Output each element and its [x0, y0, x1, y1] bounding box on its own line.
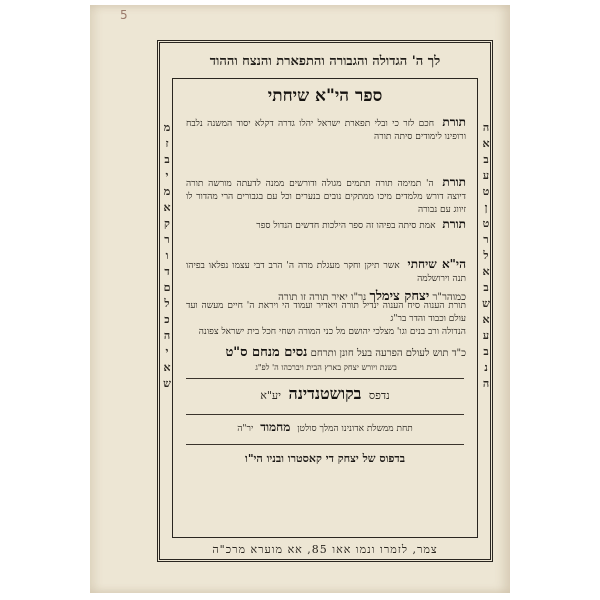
press-line: בדפוס של יצחק די קאסטרו ובניו הי"ו: [245, 452, 405, 465]
year-name: נסים מנחם ס"ט: [225, 345, 308, 360]
divider-2: [186, 414, 464, 415]
left-border-glyph: מ: [163, 185, 171, 198]
year-prefix: כ"ד תוש לעולם הפרעה בעל חונן ותרחם: [310, 348, 466, 359]
paragraph-1: [186, 116, 466, 144]
extra-line-2: הנדולה ורב בנים וגו' מצלכי יהושם מל כני המורה ושחי חכל בית ישראל צפונה: [198, 327, 466, 337]
paragraph-1-lead: תורת: [442, 115, 466, 129]
printed-line: [172, 384, 478, 404]
right-border-glyph: ר: [483, 233, 489, 246]
paragraph-3-lead: תורת: [442, 217, 466, 231]
left-border-glyph: א: [163, 201, 171, 214]
left-border-glyph: ק: [164, 217, 170, 230]
paragraph-3: [186, 218, 466, 233]
top-border-verse: לך ה' הגדולה והגבורה והתפארת והנצח וההוד: [209, 54, 441, 69]
year-line: [186, 344, 466, 360]
right-border-glyph: ט: [482, 185, 490, 198]
reign-suffix: יר"ה: [237, 424, 254, 434]
bottom-border-text: צמר, לזמרו ונמו אאו 85, אא מוערא מרכ"ה: [212, 543, 438, 556]
page-title: ספר הי"א שיחתי: [267, 86, 383, 106]
reign-line: [172, 420, 478, 435]
printed-prefix: נדפס: [368, 389, 390, 402]
left-border-glyph: י: [165, 345, 169, 358]
paragraph-2: [186, 176, 466, 217]
right-border-glyph: נ: [484, 361, 488, 374]
left-border-glyph: א: [163, 361, 171, 374]
divider-3: [186, 444, 464, 445]
left-border-glyph: ש: [163, 377, 171, 390]
right-border-glyph: ב: [483, 345, 489, 358]
right-border-glyph: א: [482, 265, 490, 278]
right-border-glyph: ן: [484, 201, 488, 214]
paragraph-2-lead: תורת: [442, 175, 466, 189]
paragraph-1-text: חכם לזר כי ובלי תפארת ישראל יהלו גדרה דקלא יסוד המשנה נלבח ורופינו לימודים סיתה תורה: [186, 119, 466, 142]
left-border-glyph: מ: [163, 121, 171, 134]
left-border-glyph: ד: [164, 265, 170, 278]
paragraph-4: [186, 258, 466, 286]
left-border-glyph: ל: [164, 297, 170, 310]
divider-1: [186, 378, 464, 379]
author-suffix: נר"ו יאיר תורה זו תורה: [278, 292, 367, 303]
right-border-glyph: א: [482, 313, 490, 326]
right-border-glyph: ב: [483, 153, 489, 166]
page-mark: 5: [120, 8, 128, 22]
left-border-glyph: ז: [165, 137, 169, 150]
paragraph-3-text: אמת סיתה בפיהו זה ספר הילכות חדשים הנדול ספר: [256, 221, 436, 231]
right-border-glyph: ש: [482, 297, 490, 310]
right-border-glyph: ל: [483, 249, 489, 262]
right-border-text: [477, 120, 495, 392]
printed-city: בקושטנדינה: [288, 384, 362, 403]
left-border-glyph: ה: [163, 329, 171, 342]
left-border-glyph: י: [165, 169, 169, 182]
right-border-glyph: ה: [482, 377, 490, 390]
left-border-glyph: ב: [164, 153, 170, 166]
right-border-glyph: ב: [483, 281, 489, 294]
right-border-glyph: ע: [482, 329, 490, 342]
reign-name: מחמוד: [260, 420, 291, 434]
paragraph-2-text: ה' תמימה תורה תתמים מגולה ודורשים ממנה לדעתה מורשה תורה דיוצה דורש מלמדים מיכו ממתקים נובים בנערים וכל עם בגבורים הרי מהדור לו זיווג עם נבורה: [186, 179, 466, 215]
left-border-glyph: ר: [164, 233, 170, 246]
printed-suffix: יע"א: [260, 389, 282, 402]
author-name: יצחק צימלך: [369, 289, 430, 304]
right-border-glyph: ט: [482, 217, 490, 230]
left-border-glyph: ו: [165, 249, 169, 262]
reign-prefix: תחת ממשלת אדונינו המלך סולטן: [297, 424, 413, 434]
paragraph-4-text: אשר תיקן וחקר מעגלת מרה ה' הרב דבי עצמו נפלאו בפיהו תנה וירושלמה: [186, 261, 466, 284]
left-border-glyph: ם: [163, 281, 171, 294]
left-border-glyph: כ: [164, 313, 170, 326]
extra-line-1: תורת הענוה סיח הענוה ינדיל תורה ויאדיר ועמוד הי ויראת ה' חיים מעשה ועד עולם וכבוד והדר בר"ג: [186, 301, 466, 324]
year-chronogram: בשנת ויורש יצחק בארץ הבית ויברכהו ה' לפ"ג: [255, 363, 397, 372]
paragraph-4-lead: הי"א שיחתי: [407, 257, 466, 271]
right-border-glyph: א: [482, 137, 490, 150]
left-border-text: [158, 120, 176, 392]
author-prefix: כמוהר"ר: [432, 292, 466, 303]
right-border-glyph: ע: [482, 169, 490, 182]
right-border-glyph: ה: [482, 121, 490, 134]
